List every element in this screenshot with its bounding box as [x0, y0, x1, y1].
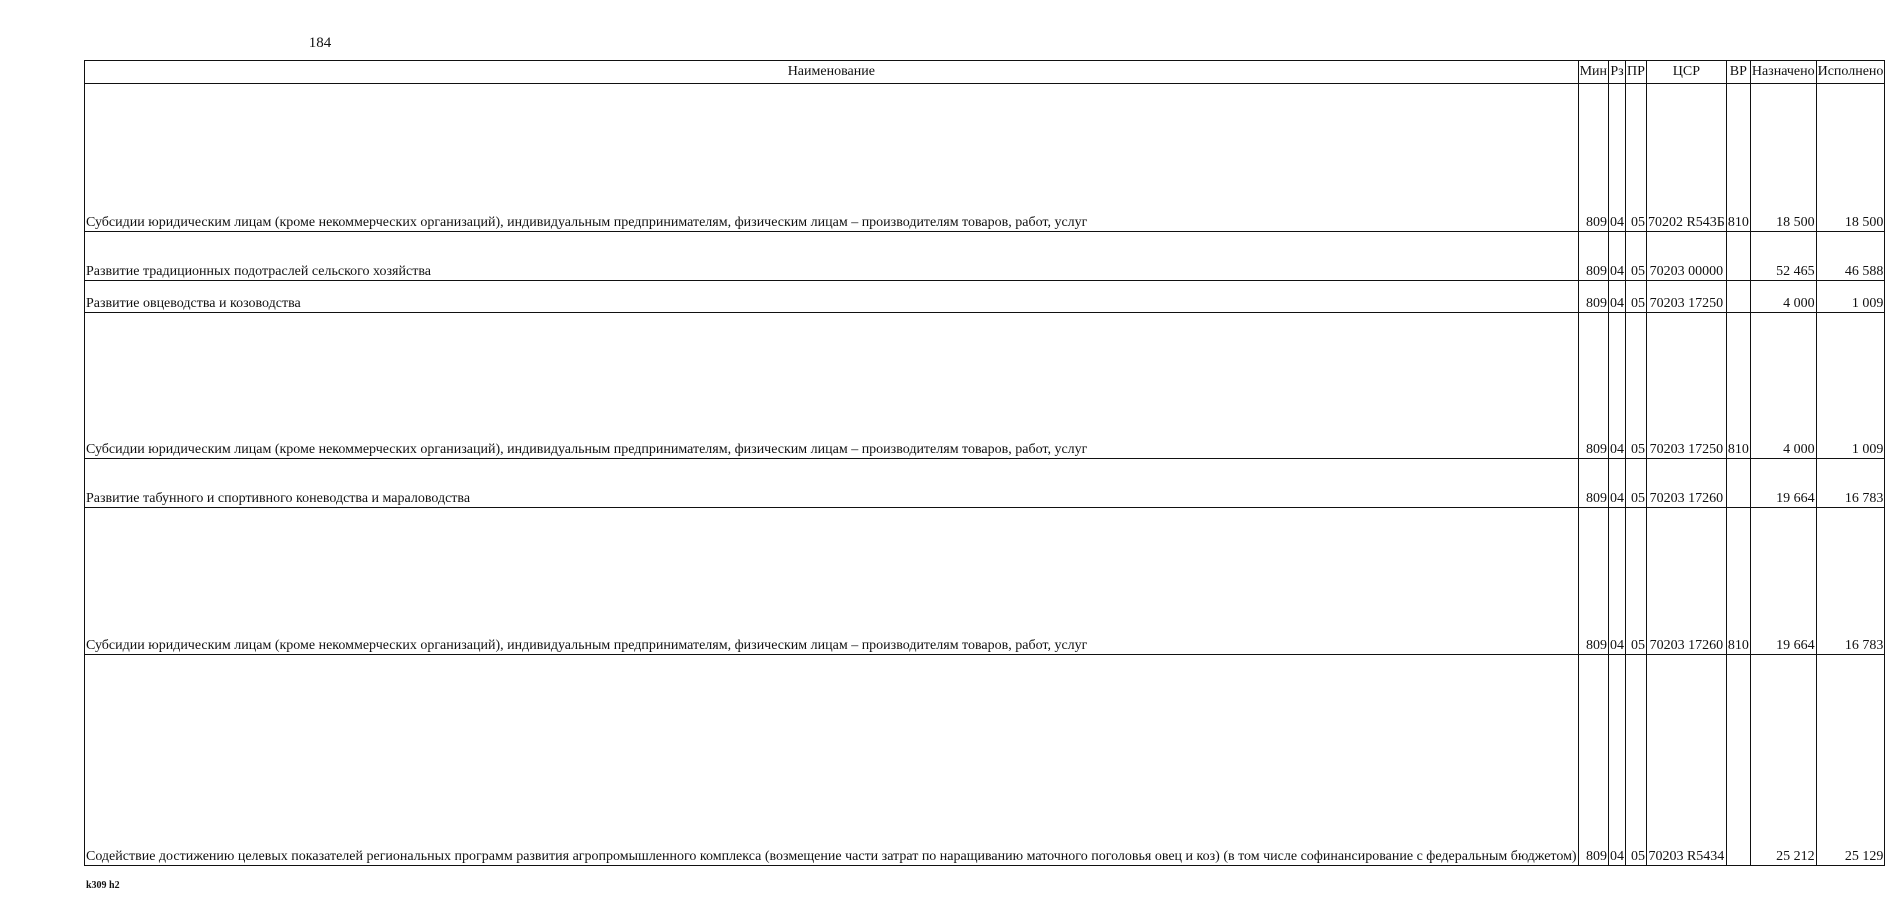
row-name: Субсидии юридическим лицам (кроме некоммерческих организаций), индивидуальным предпринимателям, физическим лицам – производителям товаров, работ, услуг — [85, 508, 1579, 655]
row-pr: 05 — [1626, 508, 1647, 655]
row-min: 809 — [1578, 84, 1608, 232]
header-vr: ВР — [1726, 61, 1750, 84]
header-executed: Исполнено — [1816, 61, 1885, 84]
row-rz: 04 — [1609, 459, 1626, 508]
row-min: 809 — [1578, 655, 1608, 866]
row-min: 809 — [1578, 232, 1608, 281]
header-pr: ПР — [1626, 61, 1647, 84]
row-executed: 16 783 — [1816, 508, 1885, 655]
row-pr: 05 — [1626, 655, 1647, 866]
row-assigned: 19 664 — [1750, 508, 1816, 655]
row-min: 809 — [1578, 313, 1608, 459]
row-min: 809 — [1578, 281, 1608, 313]
row-pr: 05 — [1626, 459, 1647, 508]
row-pr: 05 — [1626, 232, 1647, 281]
row-csr: 70203 17260 — [1646, 508, 1726, 655]
row-executed: 16 783 — [1816, 459, 1885, 508]
row-assigned: 4 000 — [1750, 281, 1816, 313]
row-csr: 70203 R5434 — [1646, 655, 1726, 866]
row-csr: 70203 00000 — [1646, 232, 1726, 281]
table-row — [85, 84, 1885, 232]
row-pr: 05 — [1626, 281, 1647, 313]
row-rz: 04 — [1609, 232, 1626, 281]
table-row — [85, 459, 1885, 508]
row-executed: 46 588 — [1816, 232, 1885, 281]
row-executed: 1 009 — [1816, 281, 1885, 313]
row-vr: 810 — [1726, 508, 1750, 655]
table-row — [85, 508, 1885, 655]
row-csr: 70203 17250 — [1646, 281, 1726, 313]
row-csr: 70203 17260 — [1646, 459, 1726, 508]
table-row — [85, 232, 1885, 281]
row-name: Субсидии юридическим лицам (кроме некоммерческих организаций), индивидуальным предпринимателям, физическим лицам – производителям товаров, работ, услуг — [85, 313, 1579, 459]
row-executed: 1 009 — [1816, 313, 1885, 459]
row-executed: 25 129 — [1816, 655, 1885, 866]
header-assigned: Назначено — [1750, 61, 1816, 84]
row-assigned: 4 000 — [1750, 313, 1816, 459]
row-pr: 05 — [1626, 313, 1647, 459]
row-vr: 810 — [1726, 84, 1750, 232]
row-csr: 70203 17250 — [1646, 313, 1726, 459]
footer-code: k309 h2 — [86, 880, 120, 891]
row-assigned: 52 465 — [1750, 232, 1816, 281]
row-csr: 70202 R543Б — [1646, 84, 1726, 232]
table-header-row — [85, 61, 1885, 84]
table-row — [85, 655, 1885, 866]
row-name: Развитие овцеводства и козоводства — [85, 281, 1579, 313]
page-number: 184 — [308, 35, 332, 51]
row-vr — [1726, 232, 1750, 281]
row-pr: 05 — [1626, 84, 1647, 232]
row-name: Содействие достижению целевых показателей региональных программ развития агропромышленного комплекса (возмещение части затрат по наращиванию маточного поголовья овец и коз) (в том числе софинансирование с федеральным бюджетом) — [85, 655, 1579, 866]
row-rz: 04 — [1609, 508, 1626, 655]
row-vr — [1726, 459, 1750, 508]
row-vr — [1726, 281, 1750, 313]
row-name: Субсидии юридическим лицам (кроме некоммерческих организаций), индивидуальным предпринимателям, физическим лицам – производителям товаров, работ, услуг — [85, 84, 1579, 232]
row-executed: 18 500 — [1816, 84, 1885, 232]
row-assigned: 19 664 — [1750, 459, 1816, 508]
row-rz: 04 — [1609, 313, 1626, 459]
row-min: 809 — [1578, 459, 1608, 508]
table-row — [85, 313, 1885, 459]
row-rz: 04 — [1609, 84, 1626, 232]
row-vr: 810 — [1726, 313, 1750, 459]
header-csr: ЦСР — [1646, 61, 1726, 84]
row-assigned: 18 500 — [1750, 84, 1816, 232]
header-min: Мин — [1578, 61, 1608, 84]
row-name: Развитие традиционных подотраслей сельского хозяйства — [85, 232, 1579, 281]
budget-table — [84, 60, 1885, 866]
row-rz: 04 — [1609, 281, 1626, 313]
header-rz: Рз — [1609, 61, 1626, 84]
header-name: Наименование — [85, 61, 1579, 84]
row-min: 809 — [1578, 508, 1608, 655]
row-rz: 04 — [1609, 655, 1626, 866]
row-name: Развитие табунного и спортивного коневодства и мараловодства — [85, 459, 1579, 508]
row-vr — [1726, 655, 1750, 866]
table-row — [85, 281, 1885, 313]
row-assigned: 25 212 — [1750, 655, 1816, 866]
